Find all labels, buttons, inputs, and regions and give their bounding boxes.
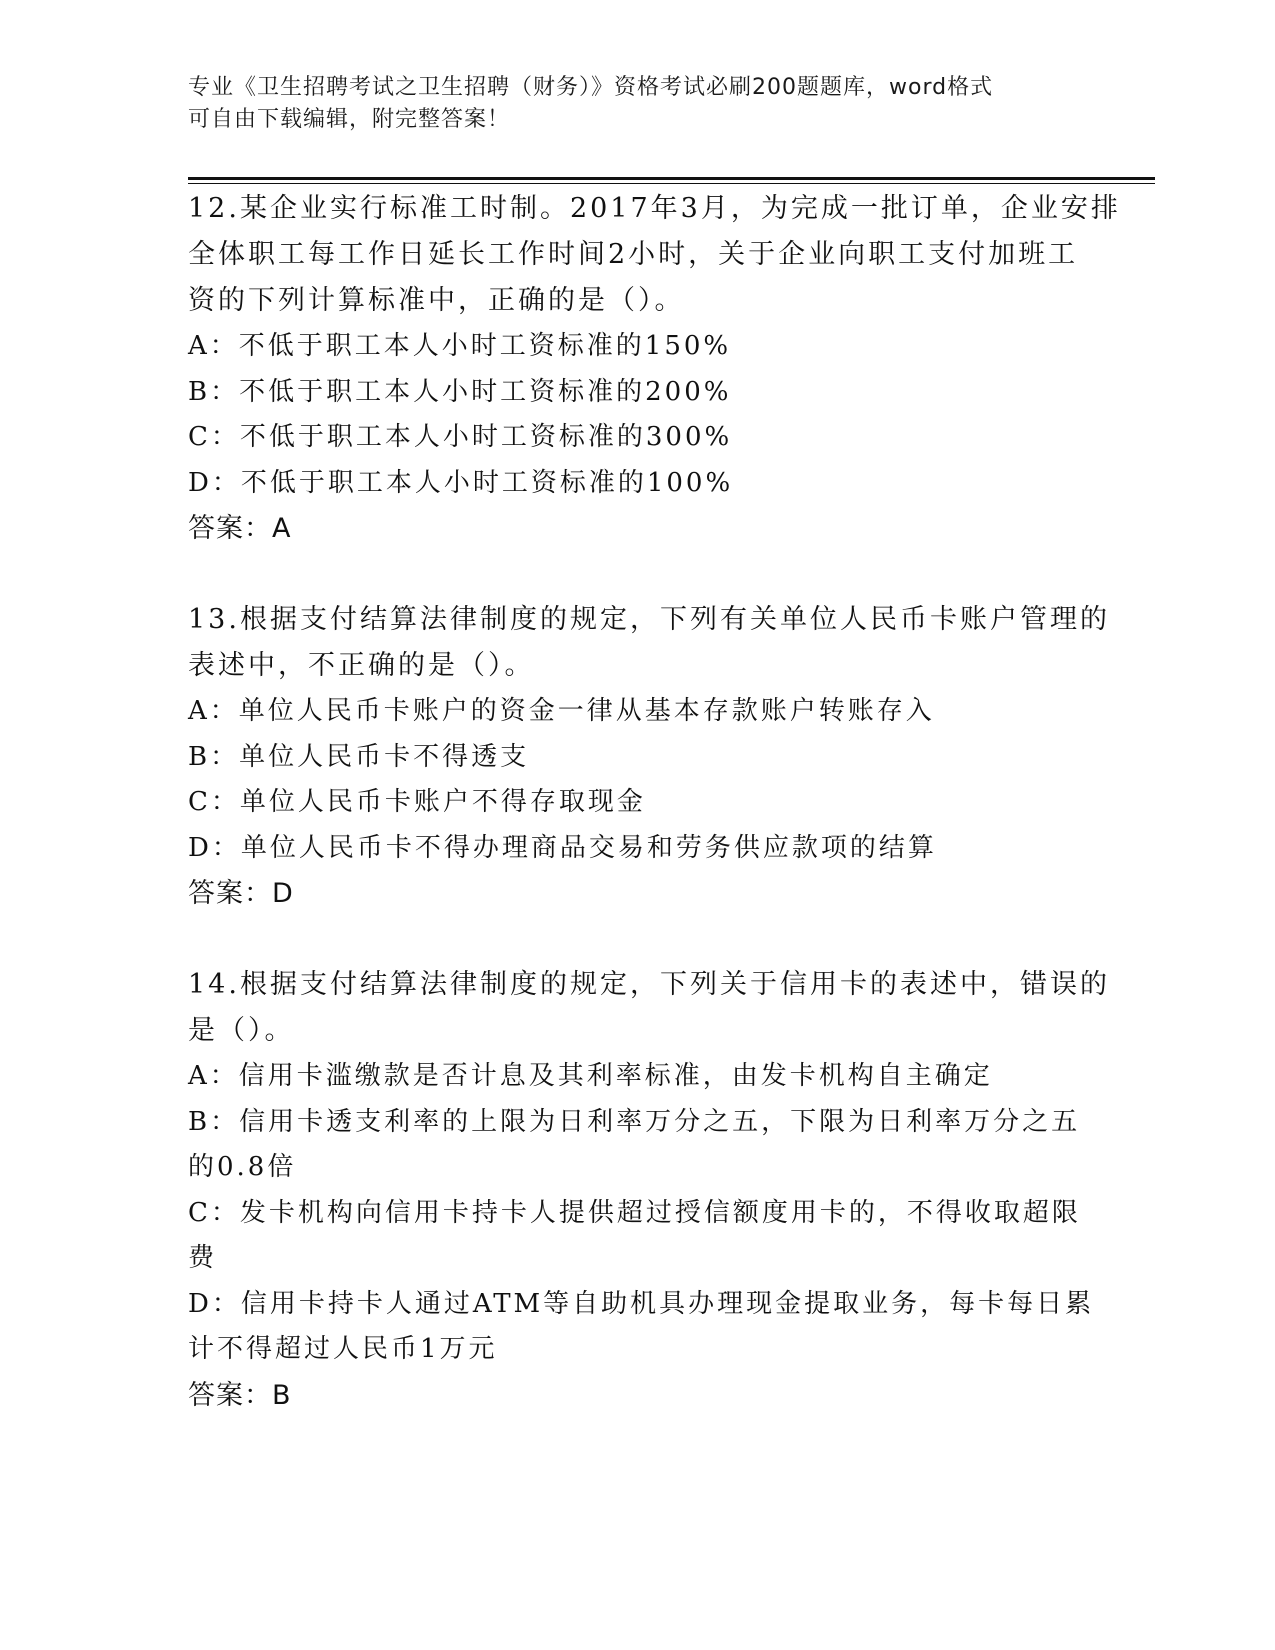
option-a: A：不低于职工本人小时工资标准的150% [188, 331, 732, 361]
header-line-2: 可自由下载编辑，附完整答案！ [188, 107, 511, 132]
option-a: A：信用卡滥缴款是否计息及其利率标准，由发卡机构自主确定 [188, 1061, 993, 1091]
stem-line: 资的下列计算标准中，正确的是（）。 [188, 285, 685, 316]
question-spacer [188, 917, 1088, 962]
document-header [188, 72, 1068, 136]
option-d: D：不低于职工本人小时工资标准的100% [188, 467, 734, 498]
answer-label: 答案：B [188, 1379, 292, 1411]
stem-line: 是（）。 [188, 1015, 295, 1046]
question-12 [188, 186, 1121, 552]
stem-line: 全体职工每工作日延长工作时间2小时，关于企业向职工支付加班工 [188, 239, 1079, 270]
question-stem [188, 962, 1110, 1054]
option-d: D：信用卡持卡人通过ATM等自助机具办理现金提取业务，每卡每日累 [188, 1288, 1095, 1319]
answer-label: 答案：A [188, 513, 292, 544]
option-d: D：单位人民币卡不得办理商品交易和劳务供应款项的结算 [188, 832, 937, 863]
option-d-continuation: 计不得超过人民币1万元 [188, 1334, 498, 1364]
header-line-1: 专业《卫生招聘考试之卫生招聘（财务）》资格考试必刷200题题库，word格式 [188, 75, 994, 100]
question-spacer [188, 552, 1088, 597]
option-c-continuation: 费 [188, 1243, 218, 1273]
option-b-continuation: 的0.8倍 [188, 1152, 297, 1182]
option-c: C：单位人民币卡账户不得存取现金 [188, 787, 646, 817]
option-a: A：单位人民币卡账户的资金一律从基本存款账户转账存入 [188, 696, 935, 726]
header-rule-thin [188, 183, 1155, 184]
question-stem [188, 597, 1110, 689]
answer-label: 答案：D [188, 878, 294, 909]
option-b: B：不低于职工本人小时工资标准的200% [188, 376, 732, 407]
option-c: C：发卡机构向信用卡持卡人提供超过授信额度用卡的，不得收取超限 [188, 1197, 1081, 1228]
question-list [188, 186, 1121, 1419]
question-14 [188, 962, 1110, 1419]
option-b: B：信用卡透支利率的上限为日利率万分之五，下限为日利率万分之五 [188, 1106, 1081, 1137]
option-b: B：单位人民币卡不得透支 [188, 741, 530, 772]
stem-line: 14.根据支付结算法律制度的规定，下列关于信用卡的表述中，错误的 [188, 969, 1110, 1000]
stem-line: 13.根据支付结算法律制度的规定，下列有关单位人民币卡账户管理的 [188, 604, 1110, 635]
stem-line: 12.某企业实行标准工时制。2017年3月，为完成一批订单，企业安排 [188, 193, 1121, 224]
header-rule-thick [188, 177, 1155, 180]
stem-line: 表述中，不正确的是（）。 [188, 650, 535, 681]
question-stem [188, 186, 1121, 324]
question-13 [188, 597, 1110, 917]
option-c: C：不低于职工本人小时工资标准的300% [188, 422, 733, 452]
